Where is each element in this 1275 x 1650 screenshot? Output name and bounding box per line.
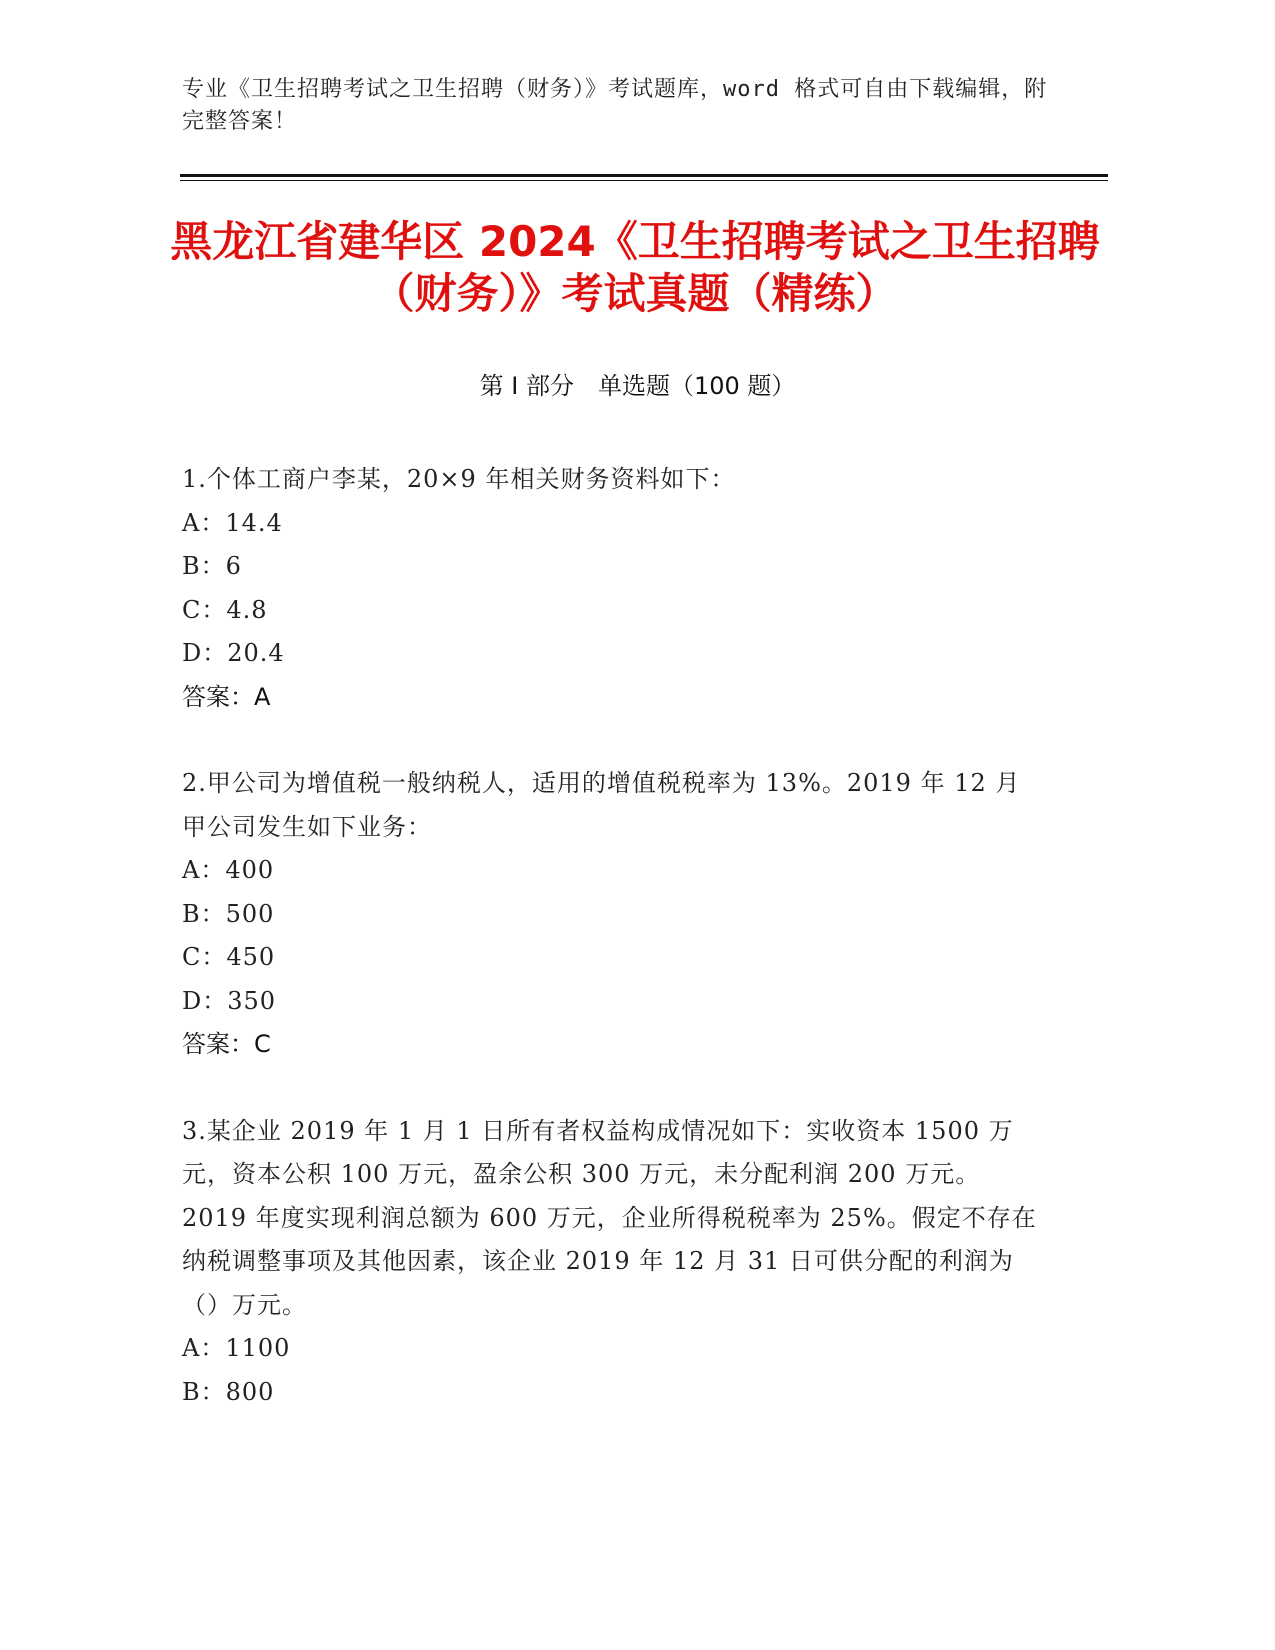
answer-line: 答案：A xyxy=(182,682,271,711)
option-b: B：500 xyxy=(182,899,275,928)
question-stem: 2.甲公司为增值税一般纳税人，适用的增值税税率为 13%。2019 年 12 月甲公司发生如下业务： xyxy=(182,769,1021,841)
question-stem: 1.个体工商户李某，20×9 年相关财务资料如下： xyxy=(182,465,736,493)
option-a: A：1100 xyxy=(182,1334,291,1362)
option-c: C：450 xyxy=(182,943,276,971)
question-stem: 3.某企业 2019 年 1 月 1 日所有者权益构成情况如下：实收资本 1500 万元，资本公积 100 万元，盈余公积 300 万元，未分配利润 200 万元。2019 年度实现利润总额为 600 万元，企业所得税税率为 25%。假定不存在纳税调整事项及其他因素，该企业 2019 年 12 月 31 日可供分配的利润为（）万元。 xyxy=(182,1116,1037,1319)
header-divider-thick xyxy=(180,174,1108,177)
option-d: D：20.4 xyxy=(182,639,285,667)
option-b: B：6 xyxy=(182,552,242,580)
section-heading: 第 I 部分 单选题（100 题） xyxy=(479,372,796,400)
question-1 xyxy=(182,458,1042,719)
question-2 xyxy=(182,762,1042,1067)
document-title: 黑龙江省建华区 2024《卫生招聘考试之卫生招聘（财务）》考试真题（精练） xyxy=(170,217,1100,318)
option-a: A：400 xyxy=(182,856,275,884)
answer-line: 答案：C xyxy=(182,1030,271,1058)
option-c: C：4.8 xyxy=(182,595,268,624)
header-divider-thin xyxy=(180,180,1108,181)
question-list xyxy=(182,458,1042,1457)
header-note: 专业《卫生招聘考试之卫生招聘（财务）》考试题库，word 格式可自由下载编辑，附完整答案！ xyxy=(182,77,1048,134)
question-3 xyxy=(182,1110,1042,1415)
option-d: D：350 xyxy=(182,986,277,1015)
option-a: A：14.4 xyxy=(182,508,283,537)
option-b: B：800 xyxy=(182,1377,275,1406)
